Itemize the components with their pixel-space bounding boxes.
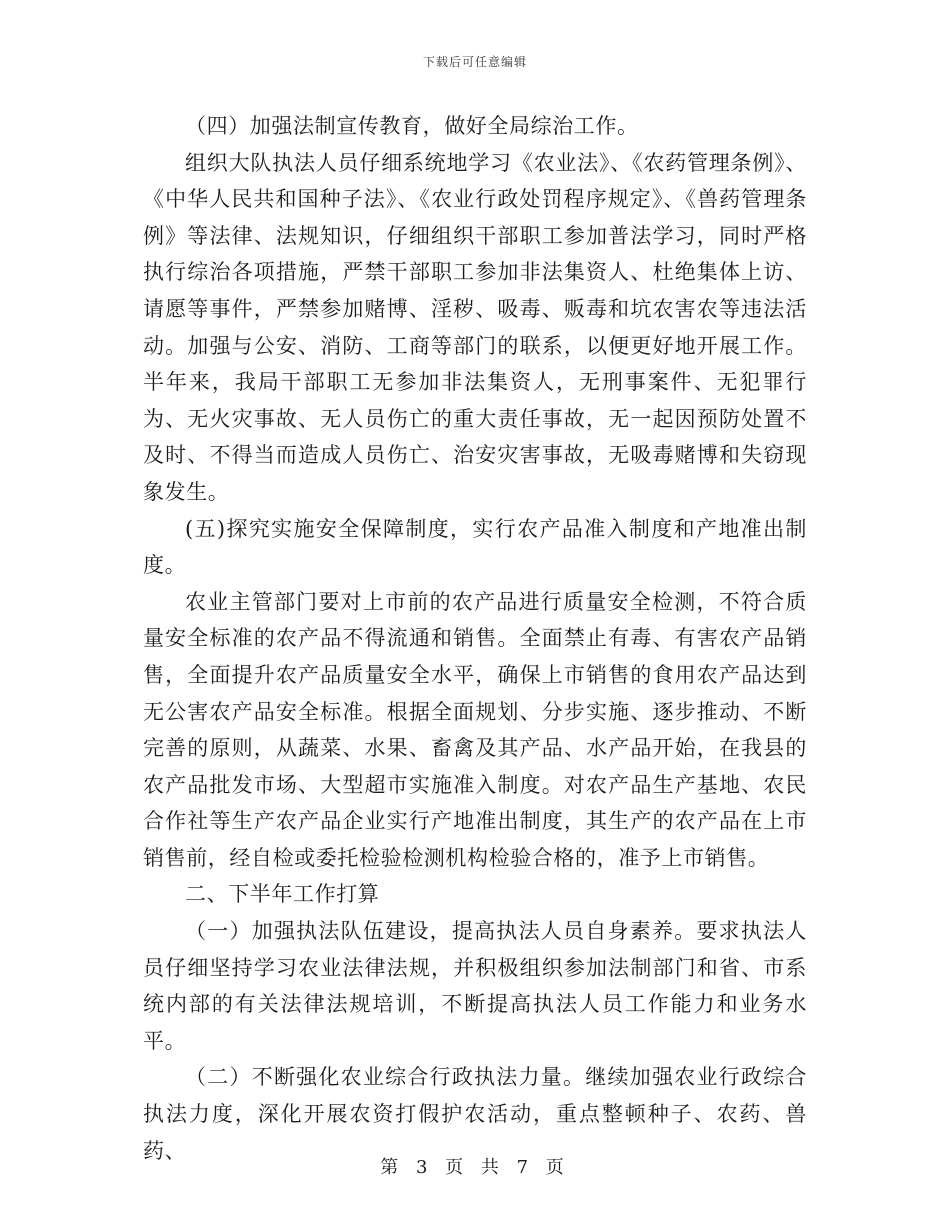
page-number: 第 3 页 共 7 页 [380,1157,570,1178]
document-body [143,108,807,1169]
paragraph-second-half-plan-heading: 二、下半年工作打算 [185,882,380,907]
page-header-note: 下载后可任意编辑 [422,55,527,69]
paragraph-legal-study: 组织大队执法人员仔细系统地学习《农业法》、《农药管理条例》、《中华人民共和国种子法》、《农业行政处罚程序规定》、《兽药管理条例》等法律、法规知识，仔细组织干部职工参加普法学习，同时严格执行综治各项措施，严禁干部职工参加非法集资人、杜绝集体上访、请愿等事件，严禁参加赌博、淫秽、吸毒、贩毒和坑农害农等违法活动。加强与公安、消防、工商等部门的联系，以便更好地开展工作。半年来，我局干部职工无参加非法集资人，无刑事案件、无犯罪行为、无火灾事故、无人员伤亡的重大责任事故，无一起因预防处置不及时、不得当而造成人员伤亡、治安灾害事故，无吸毒赌博和失窃现象发生。 [143,150,807,504]
paragraph-product-safety: 农业主管部门要对上市前的农产品进行质量安全检测，不符合质量安全标准的农产品不得流通和销售。全面禁止有毒、有害农产品销售，全面提升农产品质量安全水平，确保上市销售的食用农产品达到无公害农产品安全标准。根据全面规划、分步实施、逐步推动、不断完善的原则，从蔬菜、水果、畜禽及其产品、水产品开始，在我县的农产品批发市场、大型超市实施准入制度。对农产品生产基地、农民合作社等生产农产品企业实行产地准出制度，其生产的农产品在上市销售前，经自检或委托检验检测机构检验合格的，准予上市销售。 [143,589,807,870]
paragraph-section-4-heading: （四）加强法制宣传教育，做好全局综治工作。 [185,114,639,138]
paragraph-plan-item-1: （一）加强执法队伍建设，提高执法人员自身素养。要求执法人员仔细坚持学习农业法律法规，并积极组织参加法制部门和省、市系统内部的有关法律法规培训，不断提高执法人员工作能力和业务水平。 [143,919,807,1053]
paragraph-plan-item-2: （二）不断强化农业综合行政执法力量。继续加强农业行政综合执法力度，深化开展农资打假护农活动，重点整顿种子、农药、兽药、 [143,1065,807,1163]
paragraph-section-5-heading: (五)探究实施安全保障制度，实行农产品准入制度和产地准出制度。 [143,516,807,578]
